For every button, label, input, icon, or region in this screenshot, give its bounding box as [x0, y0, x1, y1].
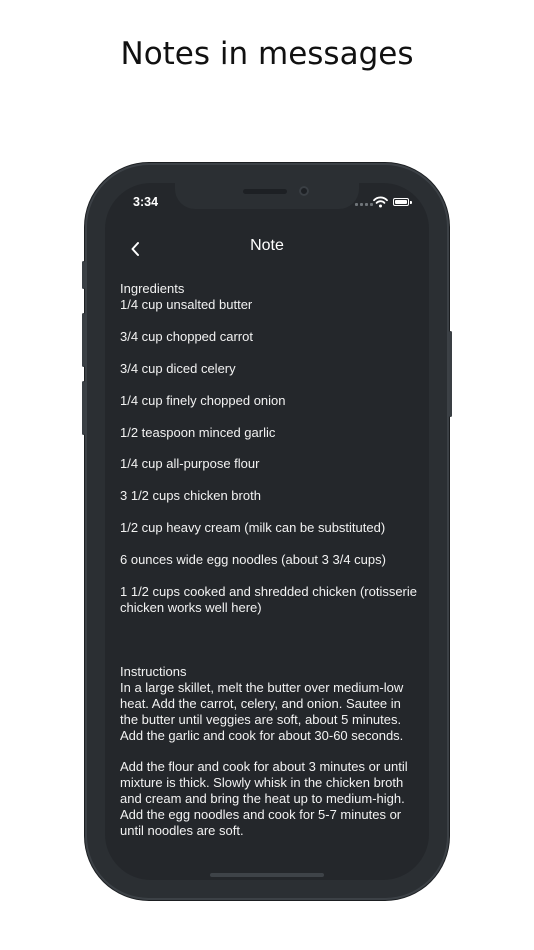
ingredient-item: 1/4 cup unsalted butter — [120, 296, 253, 312]
ingredient-item: 3/4 cup chopped carrot — [120, 328, 253, 344]
ingredient-item: 1/4 cup finely chopped onion — [120, 392, 286, 408]
wifi-icon — [373, 196, 388, 208]
phone-screen — [105, 183, 429, 880]
instructions-heading: Instructions — [120, 663, 187, 679]
status-time: 3:34 — [133, 195, 159, 209]
ingredient-item: 1/2 teaspoon minced garlic — [120, 424, 276, 440]
instruction-paragraph: In a large skillet, melt the butter over medium-low heat. Add the carrot, celery, and onion. Sautee in the butter until veggies are soft, about 5 minutes. Add the garlic and cook for about 30-60 seconds. — [120, 679, 404, 743]
ingredient-item: 3 1/2 cups chicken broth — [120, 488, 261, 504]
status-icons — [355, 196, 415, 208]
ingredient-item: 6 ounces wide egg noodles (about 3 3/4 cups) — [120, 552, 386, 568]
power-button — [449, 331, 452, 417]
mute-switch — [82, 261, 85, 289]
ingredient-item: 3/4 cup diced celery — [120, 360, 236, 376]
battery-icon — [393, 198, 409, 206]
volume-down-button — [82, 381, 85, 435]
notch — [175, 183, 359, 209]
nav-title: Note — [250, 237, 284, 254]
phone-frame — [85, 163, 449, 900]
battery-cap — [410, 201, 412, 204]
note-body[interactable] — [120, 281, 420, 839]
volume-up-button — [82, 313, 85, 367]
instruction-paragraph: Add the flour and cook for about 3 minutes or until mixture is thick. Slowly whisk in the chicken broth and cream and bring the heat up to medium-high. Add the egg noodles and cook for 5-7 minutes or until noodles are soft. — [120, 759, 408, 839]
page-headline: Notes in messages — [120, 36, 414, 72]
ingredient-item: 1/2 cup heavy cream (milk can be substituted) — [120, 520, 386, 536]
cellular-signal-icon — [355, 203, 373, 206]
home-indicator[interactable] — [210, 873, 324, 877]
ingredient-item: 1 1/2 cups cooked and shredded chicken (rotisserie chicken works well here) — [120, 584, 418, 615]
speaker-grille — [243, 189, 287, 194]
front-camera — [299, 186, 309, 196]
ingredients-heading: Ingredients — [120, 281, 185, 296]
ingredient-item: 1/4 cup all-purpose flour — [120, 456, 260, 472]
